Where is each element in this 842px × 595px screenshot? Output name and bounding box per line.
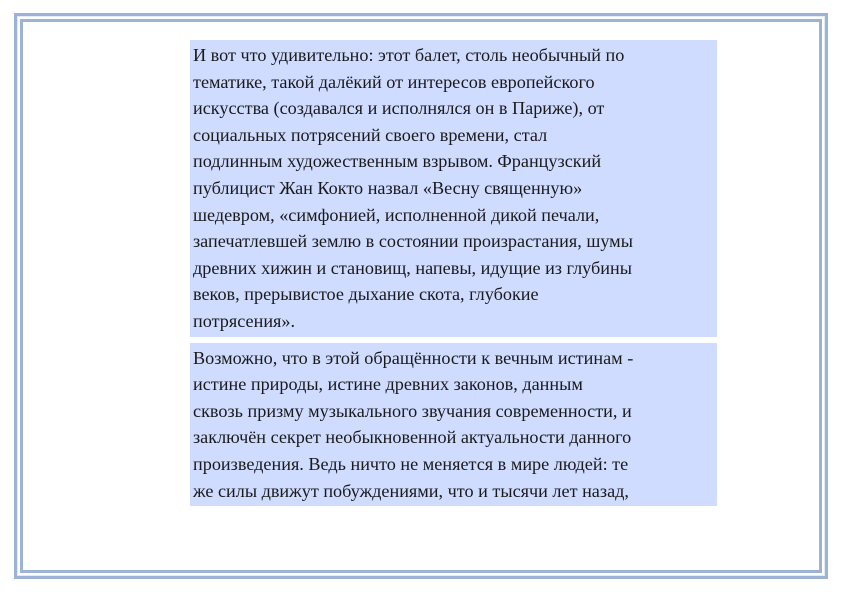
text-line: тематике, такой далёкий от интересов европейского bbox=[193, 71, 595, 92]
paragraph-1 bbox=[190, 40, 717, 337]
text-line: публицист Жан Кокто назвал «Весну священную» bbox=[193, 177, 583, 198]
text-line: искусства (создавался и исполнялся он в Париже), от bbox=[193, 98, 605, 119]
text-line: древних хижин и становищ, напевы, идущие из глубины bbox=[193, 257, 632, 278]
text-body bbox=[190, 40, 717, 506]
text-line: заключён секрет необыкновенной актуальности данного bbox=[193, 427, 632, 448]
text-line: истине природы, истине древних законов, данным bbox=[193, 374, 583, 395]
text-line: же силы движут побуждениями, что и тысячи лет назад, bbox=[193, 480, 629, 501]
text-line: подлинным художественным взрывом. Французский bbox=[193, 151, 602, 172]
text-line: шедевром, «симфонией, исполненной дикой печали, bbox=[193, 204, 600, 225]
text-line: сквозь призму музыкального звучания современности, и bbox=[193, 400, 632, 421]
text-line: социальных потрясений своего времени, стал bbox=[193, 124, 548, 145]
text-line: потрясения». bbox=[193, 310, 296, 331]
text-line: Возможно, что в этой обращённости к вечным истинам - bbox=[193, 347, 634, 368]
paragraph-2 bbox=[190, 343, 717, 507]
text-line: произведения. Ведь ничто не меняется в мире людей: те bbox=[193, 453, 629, 474]
text-line: веков, прерывистое дыхание скота, глубокие bbox=[193, 284, 539, 305]
text-line: запечатлевшей землю в состоянии произрастания, шумы bbox=[193, 231, 633, 252]
text-line: И вот что удивительно: этот балет, столь необычный по bbox=[193, 45, 625, 65]
